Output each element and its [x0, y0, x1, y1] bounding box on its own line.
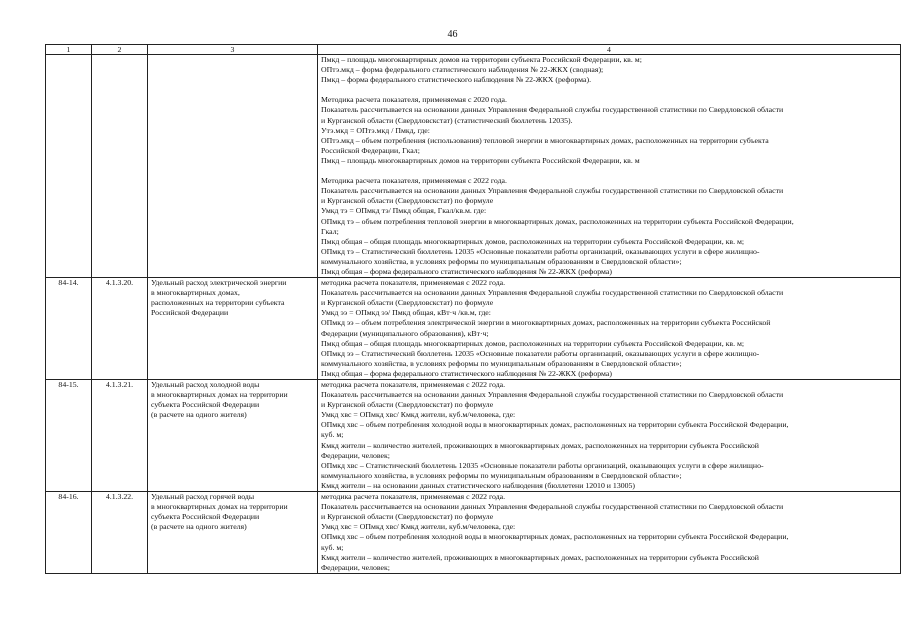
methodology-line: ОПмкд хвс – объем потребления холодной воды в многоквартирных домах, расположенных на территории субъекта Российской Федерации, — [321, 420, 789, 430]
row-number-cell: 84-14. — [46, 278, 92, 380]
indicator-name-line: в многоквартирных домах, — [151, 288, 240, 298]
row-number-cell: 84-16. — [46, 492, 92, 574]
methodology-line: Федерации, человек; — [321, 562, 390, 572]
indicator-name-line: Российской Федерации — [151, 308, 229, 318]
methodology-line: Методика расчета показателя, применяемая с 2022 года. — [321, 176, 507, 186]
methodology-line: Показатель рассчитывается на основании данных Управления Федеральной службы государственной статистики по Свердловской области — [321, 502, 784, 512]
methodology-line: Умкд хвс = ОПмкд хвс/ Кмкд жители, куб.м/человека, где: — [321, 522, 516, 532]
methodology-line: Гкал; — [321, 226, 339, 236]
methodology-line: методика расчета показателя, применяемая с 2022 года. — [321, 492, 506, 502]
methodology-line: Показатель рассчитывается на основании данных Управления Федеральной службы государственной статистики по Свердловской области — [321, 186, 784, 196]
indicator-code-cell: 4.1.3.20. — [92, 278, 148, 380]
methodology-line: Пмкд общая – форма федерального статистического наблюдения № 22-ЖКХ (реформа) — [321, 368, 612, 378]
methodology-line: методика расчета показателя, применяемая с 2022 года. — [321, 278, 506, 288]
methodology-line: Утэ.мкд = ОПтэ.мкд / Пмкд, где: — [321, 125, 430, 135]
methodology-line: коммунального хозяйства, в условиях реформы по муниципальным образованиям в Свердловской области»; — [321, 256, 682, 266]
page-number: 46 — [447, 29, 458, 40]
methodology-line: Пмкд общая – общая площадь многоквартирных домов, расположенных на территории субъекта Российской Федерации, кв. м; — [321, 338, 745, 348]
methodology-line: Умкд хвс = ОПмкд хвс/ Кмкд жители, куб.м/человека, где: — [321, 410, 516, 420]
methodology-line: Российской Федерации, Гкал; — [321, 145, 420, 155]
indicator-name-line: Удельный расход горячей воды — [151, 492, 255, 502]
table-row — [46, 278, 901, 380]
column-number-row — [46, 45, 901, 55]
methodology-line: и Курганской области (Свердловскстат) (статистический бюллетень 12035). — [321, 115, 573, 125]
indicator-code-cell: 4.1.3.22. — [92, 492, 148, 574]
indicator-code-cell — [92, 55, 148, 278]
methodology-cell — [318, 55, 901, 278]
indicator-name-line: (в расчете на одного жителя) — [151, 410, 247, 420]
methodology-line: Федерации, человек; — [321, 450, 390, 460]
methodology-line: ОПмкд хвс – объем потребления холодной воды в многоквартирных домах, расположенных на территории субъекта Российской Федерации, — [321, 532, 789, 542]
methodology-line: и Курганской области (Свердловскстат) по формуле — [321, 298, 494, 308]
row-number-cell — [46, 55, 92, 278]
methodology-line: Пмкд общая – общая площадь многоквартирных домов, расположенных на территории субъекта Российской Федерации, кв. м; — [321, 236, 745, 246]
indicator-name-cell — [148, 278, 318, 380]
table-row — [46, 55, 901, 278]
indicator-name-line: в многоквартирных домах на территории — [151, 502, 288, 512]
row-number-cell: 84-15. — [46, 380, 92, 492]
methodology-line: и Курганской области (Свердловскстат) по формуле — [321, 400, 494, 410]
methodology-line: и Курганской области (Свердловскстат) по формуле — [321, 196, 494, 206]
methodology-line: Пмкд – площадь многоквартирных домов на территории субъекта Российской Федерации, кв. м; — [321, 55, 642, 64]
indicator-code-cell: 4.1.3.21. — [92, 380, 148, 492]
indicator-name-cell — [148, 492, 318, 574]
indicator-name-line: Удельный расход холодной воды — [151, 380, 260, 389]
methodology-line: Показатель рассчитывается на основании данных Управления Федеральной службы государственной статистики по Свердловской области — [321, 288, 784, 298]
methodology-line: Умкд ээ = ОПмкд ээ/ Пмкд общая, кВт·ч /кв.м, где: — [321, 308, 491, 318]
methodology-line: Кмкд жители – на основании данных статистического наблюдения (бюллетени 12010 и 13005) — [321, 480, 636, 490]
methodology-line: методика расчета показателя, применяемая с 2022 года. — [321, 380, 506, 389]
methodology-line: коммунального хозяйства, в условиях реформы по муниципальным образованиям в Свердловской области»; — [321, 358, 682, 368]
methodology-line: Федерации (муниципального образования), кВт·ч; — [321, 328, 489, 338]
methodology-line: Методика расчета показателя, применяемая с 2020 года. — [321, 95, 507, 105]
methodology-line: Умкд тэ = ОПмкд тэ/ Пмкд общая, Гкал/кв.м. где: — [321, 206, 487, 216]
column-number-4: 4 — [318, 45, 901, 55]
column-number-2: 2 — [92, 45, 148, 55]
methodology-cell — [318, 380, 901, 492]
methodology-line: и Курганской области (Свердловскстат) по формуле — [321, 512, 494, 522]
methodology-line: Пмкд – форма федерального статистического наблюдения № 22-ЖКХ (реформа). — [321, 75, 592, 85]
table-row — [46, 492, 901, 574]
methodology-line: Кмкд жители – количество жителей, проживающих в многоквартирных домах, расположенных на территории субъекта Российской — [321, 440, 759, 450]
indicator-table — [45, 44, 901, 574]
table-row — [46, 380, 901, 492]
methodology-line: ОПмкд ээ – Статистический бюллетень 12035 «Основные показатели работы организаций, оказывающих услуги в сфере жилищно- — [321, 348, 760, 358]
methodology-line: Пмкд общая – форма федерального статистического наблюдения № 22-ЖКХ (реформа) — [321, 266, 612, 276]
methodology-line: ОПтэ.мкд – объем потребления (использования) тепловой энергии в многоквартирных домах, расположенных на территории субъекта — [321, 135, 769, 145]
methodology-line: куб. м; — [321, 542, 344, 552]
methodology-line: куб. м; — [321, 430, 344, 440]
methodology-cell — [318, 278, 901, 380]
indicator-name-line: субъекта Российской Федерации — [151, 512, 260, 522]
methodology-line: ОПмкд тэ – объем потребления тепловой энергии в многоквартирных домах, расположенных на территории субъекта Российской Федерации, — [321, 216, 794, 226]
column-number-1: 1 — [46, 45, 92, 55]
methodology-line: Пмкд – площадь многоквартирных домов на территории субъекта Российской Федерации, кв. м — [321, 155, 640, 165]
methodology-line: коммунального хозяйства, в условиях реформы по муниципальным образованиям в Свердловской области»; — [321, 470, 682, 480]
indicator-name-line: Удельный расход электрической энергии — [151, 278, 287, 288]
indicator-name-line: в многоквартирных домах на территории — [151, 390, 288, 400]
column-number-3: 3 — [148, 45, 318, 55]
methodology-line — [321, 85, 897, 95]
methodology-line: ОПмкд ээ – объем потребления электрической энергии в многоквартирных домах, расположенных на территории субъекта Российской — [321, 318, 771, 328]
indicator-name-line: расположенных на территории субъекта — [151, 298, 285, 308]
methodology-line — [321, 166, 897, 176]
methodology-line: Кмкд жители – количество жителей, проживающих в многоквартирных домах, расположенных на территории субъекта Российской — [321, 552, 759, 562]
methodology-line: ОПмкд тэ – Статистический бюллетень 12035 «Основные показатели работы организаций, оказывающих услуги в сфере жилищно- — [321, 246, 760, 256]
methodology-line: Показатель рассчитывается на основании данных Управления Федеральной службы государственной статистики по Свердловской области — [321, 105, 784, 115]
indicator-name-line: субъекта Российской Федерации — [151, 400, 260, 410]
methodology-line: ОПтэ.мкд – форма федерального статистического наблюдения № 22-ЖКХ (сводная); — [321, 65, 604, 75]
methodology-line: Показатель рассчитывается на основании данных Управления Федеральной службы государственной статистики по Свердловской области — [321, 390, 784, 400]
methodology-cell — [318, 492, 901, 574]
indicator-name-line: (в расчете на одного жителя) — [151, 522, 247, 532]
indicator-name-cell — [148, 380, 318, 492]
indicator-name-cell — [148, 55, 318, 278]
methodology-line: ОПмкд хвс – Статистический бюллетень 12035 «Основные показатели работы организаций, оказывающих услуги в сфере жилищно- — [321, 460, 764, 470]
